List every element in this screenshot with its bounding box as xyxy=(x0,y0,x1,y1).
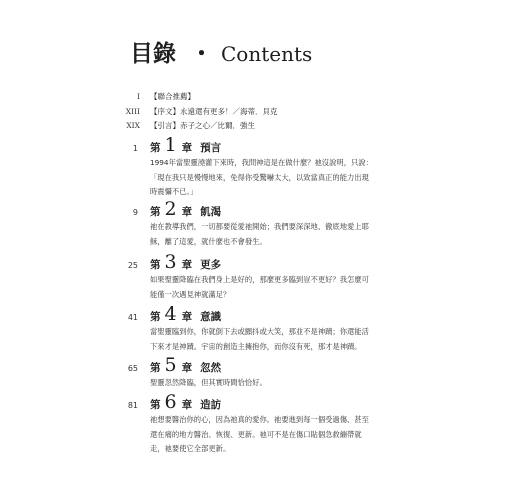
front-matter-page: XIX xyxy=(126,121,140,130)
chapter-title: 意識 xyxy=(200,311,222,323)
chapter-summary xyxy=(150,413,412,457)
chapter-heading xyxy=(150,200,221,219)
chapter-heading xyxy=(150,356,221,375)
chapter-label-post: 章 xyxy=(181,206,193,218)
summary-line: 還在痛的地方醫治、恢復、更新。祂可不是在傷口貼個急救繃帶就 xyxy=(150,429,362,439)
chapter-title: 飢渴 xyxy=(200,206,222,218)
summary-line: 能僅一次遇見神就滿足？ xyxy=(150,289,231,299)
chapter-label-post: 章 xyxy=(181,259,193,271)
chapter-label-post: 章 xyxy=(181,399,193,411)
front-matter-list xyxy=(0,90,520,134)
chapter-title: 預言 xyxy=(200,142,222,154)
front-matter-label: 【聯合推薦】 xyxy=(150,92,195,101)
title-separator: ・ xyxy=(190,40,213,67)
chapter-heading xyxy=(150,136,221,155)
chapter-title: 造訪 xyxy=(200,399,222,411)
summary-line: 祂在教導我們，一切都要從愛祂開始；我們要深深地、徹底地愛上耶 xyxy=(150,222,369,231)
chapter-label-pre: 第 xyxy=(150,311,161,323)
chapter-number: 3 xyxy=(164,251,177,273)
chapter-label-pre: 第 xyxy=(150,362,161,374)
front-matter-item[interactable] xyxy=(0,105,520,120)
chapter-page-number: 81 xyxy=(127,401,138,410)
chapter-summary xyxy=(150,376,412,391)
chapter-summary xyxy=(150,273,412,302)
chapter-summary xyxy=(150,325,412,354)
chapter-title: 忽然 xyxy=(200,362,222,374)
front-matter-label: 【引言】赤子之心／比爾．強生 xyxy=(150,121,255,130)
summary-line: 當聖靈臨到你，你就倒下去或顫抖或大笑，那並不是神蹟；你還能活 xyxy=(150,327,369,336)
front-matter-item[interactable] xyxy=(0,119,520,134)
chapter-number: 6 xyxy=(164,391,177,413)
chapter-label-pre: 第 xyxy=(150,399,161,411)
summary-line: 聖靈忽然降臨，但其實時間恰恰好。 xyxy=(150,378,267,387)
summary-line: 穌，離了這愛，就什麼也不會發生。 xyxy=(150,236,267,246)
front-matter-label: 【序文】永遠還有更多！／海蒂．貝克 xyxy=(150,106,278,116)
chapter-page-number: 9 xyxy=(132,208,138,217)
chapter-number: 4 xyxy=(164,303,177,325)
chapter-summary xyxy=(150,156,412,200)
chapter-title: 更多 xyxy=(200,259,222,271)
chapter-heading xyxy=(150,393,221,412)
title-english: Contents xyxy=(221,42,313,66)
summary-line: 1994年當聖靈澆灌下來時，我問神這是在做什麼？祂沒說明，只說： xyxy=(150,158,373,167)
chapter-label-pre: 第 xyxy=(150,206,161,218)
chapter-number: 1 xyxy=(164,134,177,156)
chapter-page-number: 65 xyxy=(127,364,138,373)
chapter-number: 2 xyxy=(164,198,177,220)
chapter-summary xyxy=(150,220,412,249)
chapter-label-pre: 第 xyxy=(150,142,161,154)
front-matter-item[interactable] xyxy=(0,90,520,105)
page-title xyxy=(130,35,312,75)
chapter-heading xyxy=(150,305,221,324)
chapter-heading xyxy=(150,253,221,272)
chapter-page-number: 1 xyxy=(132,144,138,153)
chapter-label-post: 章 xyxy=(181,142,193,154)
summary-line: 走，祂要使它全部更新。 xyxy=(150,444,231,453)
summary-line: 祂想要醫治你的心，因為祂真的愛你。祂要進到每一個受過傷、甚至 xyxy=(150,415,369,424)
chapter-label-post: 章 xyxy=(181,311,193,323)
summary-line: 下來才是神蹟。宇宙的創造主擁抱你，而你沒有死，那才是神蹟。 xyxy=(150,341,362,351)
chapter-page-number: 41 xyxy=(127,313,138,322)
summary-line: 時震懾不已。」 xyxy=(150,187,198,196)
chapter-page-number: 25 xyxy=(127,261,138,270)
summary-line: 如果聖靈降臨在我們身上是好的，那麼更多臨到豈不更好？我怎麼可 xyxy=(150,275,369,284)
chapter-label-post: 章 xyxy=(181,362,193,374)
front-matter-page: I xyxy=(137,92,140,101)
chapter-label-pre: 第 xyxy=(150,259,161,271)
summary-line: 「現在我只是慢慢地來，免得你受驚嚇太大，以致當真正的能力出現 xyxy=(150,172,369,182)
title-chinese: 目錄 xyxy=(130,41,176,67)
front-matter-page: XIII xyxy=(125,106,140,116)
chapter-number: 5 xyxy=(164,354,177,376)
